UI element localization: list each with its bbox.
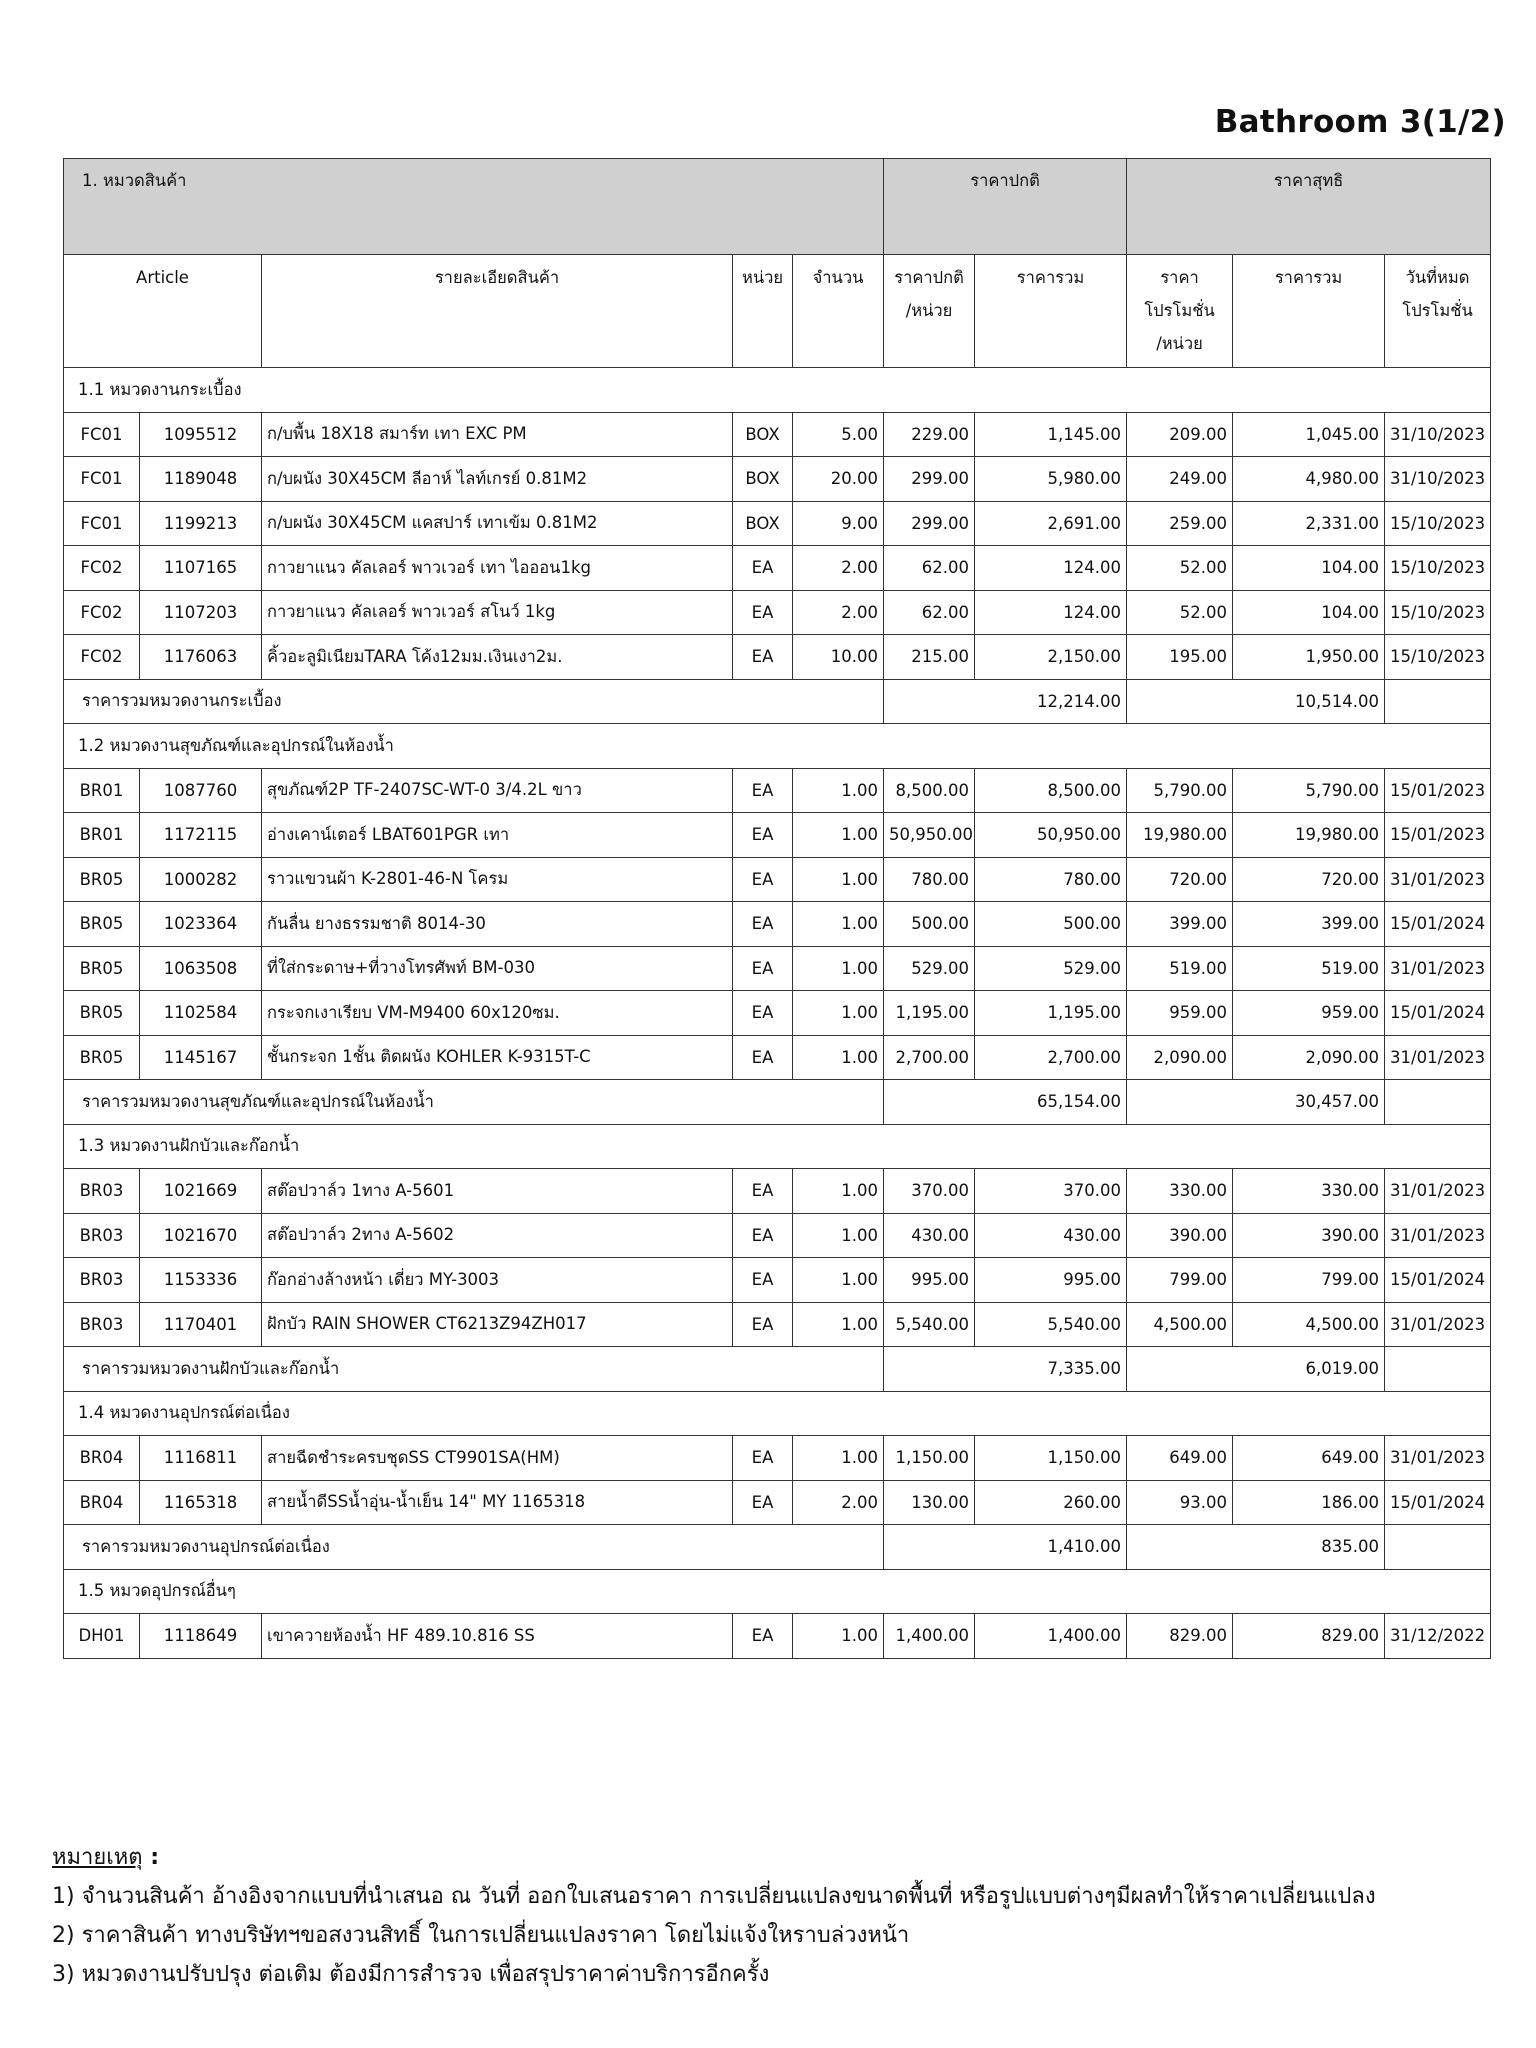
subtotal-row — [64, 679, 1491, 724]
net-total: 4,980.00 — [1233, 457, 1385, 502]
article-number: 1102584 — [140, 991, 262, 1036]
table-row — [64, 457, 1491, 502]
quantity: 1.00 — [793, 813, 884, 858]
quantity: 1.00 — [793, 1169, 884, 1214]
notes — [52, 1838, 1512, 1994]
article-number: 1021670 — [140, 1213, 262, 1258]
group-code: BR04 — [64, 1480, 140, 1525]
net-total: 104.00 — [1233, 546, 1385, 591]
quantity: 1.00 — [793, 1035, 884, 1080]
promo-end-date: 31/01/2023 — [1385, 1169, 1491, 1214]
unit: BOX — [733, 457, 793, 502]
quantity: 1.00 — [793, 1258, 884, 1303]
group-code: BR03 — [64, 1169, 140, 1214]
unit: EA — [733, 546, 793, 591]
subtotal-blank — [1385, 1347, 1491, 1392]
subtotal-row — [64, 1525, 1491, 1570]
unit: EA — [733, 1480, 793, 1525]
net-total: 399.00 — [1233, 902, 1385, 947]
net-total: 2,090.00 — [1233, 1035, 1385, 1080]
notes-heading: หมายเหตุ — [52, 1845, 143, 1870]
note-item: 3) หมวดงานปรับปรุง ต่อเติม ต้องมีการสำรวจ เพื่อสรุปราคาค่าบริการอีกครั้ง — [52, 1962, 770, 1987]
net-total: 1,045.00 — [1233, 412, 1385, 457]
promo-unit-price: 4,500.00 — [1127, 1302, 1233, 1347]
subtotal-label: ราคารวมหมวดงานสุขภัณฑ์และอุปกรณ์ในห้องน้ำ — [64, 1080, 884, 1125]
section-header-row — [64, 1391, 1491, 1436]
subtotal-normal: 1,410.00 — [884, 1525, 1127, 1570]
normal-unit-price: 5,540.00 — [884, 1302, 975, 1347]
unit: EA — [733, 1169, 793, 1214]
unit: EA — [733, 1035, 793, 1080]
group-code: DH01 — [64, 1614, 140, 1659]
section-title: 1.3 หมวดงานฝักบัวและก๊อกน้ำ — [64, 1124, 1491, 1169]
group-code: BR04 — [64, 1436, 140, 1481]
normal-total: 1,150.00 — [975, 1436, 1127, 1481]
unit-header: หน่วย — [733, 255, 793, 368]
subtotal-net: 10,514.00 — [1127, 679, 1385, 724]
table-row — [64, 1258, 1491, 1303]
article-number: 1023364 — [140, 902, 262, 947]
normal-total: 5,980.00 — [975, 457, 1127, 502]
article-number: 1153336 — [140, 1258, 262, 1303]
promo-end-date: 31/12/2022 — [1385, 1614, 1491, 1659]
product-description: ฝักบัว RAIN SHOWER CT6213Z94ZH017 — [262, 1302, 733, 1347]
quantity: 5.00 — [793, 412, 884, 457]
normal-total: 1,400.00 — [975, 1614, 1127, 1659]
product-description: คิ้วอะลูมิเนียมTARA โค้ง12มม.เงินเงา2ม. — [262, 635, 733, 680]
subtotal-blank — [1385, 1525, 1491, 1570]
net-total: 829.00 — [1233, 1614, 1385, 1659]
promo-end-date: 31/10/2023 — [1385, 412, 1491, 457]
promo-end-date: 31/01/2023 — [1385, 1302, 1491, 1347]
page-title: Bathroom 3(1/2) — [1214, 104, 1506, 140]
quantity: 1.00 — [793, 1302, 884, 1347]
quantity: 1.00 — [793, 1436, 884, 1481]
promo-unit-price: 5,790.00 — [1127, 768, 1233, 813]
promo-end-date: 15/10/2023 — [1385, 501, 1491, 546]
net-total: 330.00 — [1233, 1169, 1385, 1214]
normal-unit-price: 299.00 — [884, 457, 975, 502]
net-total: 19,980.00 — [1233, 813, 1385, 858]
section-title: 1.5 หมวดอุปกรณ์อื่นๆ — [64, 1569, 1491, 1614]
product-description: กระจกเงาเรียบ VM-M9400 60x120ซม. — [262, 991, 733, 1036]
quantity: 10.00 — [793, 635, 884, 680]
normal-total-header: ราคารวม — [975, 255, 1127, 368]
net-total-header: ราคารวม — [1233, 255, 1385, 368]
normal-unit-price: 370.00 — [884, 1169, 975, 1214]
normal-total: 995.00 — [975, 1258, 1127, 1303]
normal-unit-price: 780.00 — [884, 857, 975, 902]
promo-end-date: 15/01/2024 — [1385, 1258, 1491, 1303]
table-row — [64, 1614, 1491, 1659]
table-row — [64, 991, 1491, 1036]
normal-total: 2,150.00 — [975, 635, 1127, 680]
category-header-row — [64, 159, 1491, 255]
article-number: 1199213 — [140, 501, 262, 546]
normal-unit-price: 130.00 — [884, 1480, 975, 1525]
promo-end-header: วันที่หมด โปรโมชั่น — [1385, 255, 1491, 368]
table-row — [64, 1302, 1491, 1347]
notes-heading-line: หมายเหตุ : — [52, 1845, 160, 1870]
product-description: ราวแขวนผ้า K-2801-46-N โครม — [262, 857, 733, 902]
promo-unit-price: 2,090.00 — [1127, 1035, 1233, 1080]
article-number: 1063508 — [140, 946, 262, 991]
unit: EA — [733, 635, 793, 680]
promo-unit-price: 249.00 — [1127, 457, 1233, 502]
subtotal-blank — [1385, 679, 1491, 724]
article-number: 1118649 — [140, 1614, 262, 1659]
promo-end-date: 31/10/2023 — [1385, 457, 1491, 502]
promo-end-date: 31/01/2023 — [1385, 1213, 1491, 1258]
normal-total: 430.00 — [975, 1213, 1127, 1258]
quantity: 1.00 — [793, 946, 884, 991]
quantity: 1.00 — [793, 991, 884, 1036]
group-code: BR03 — [64, 1258, 140, 1303]
net-total: 2,331.00 — [1233, 501, 1385, 546]
group-code: FC02 — [64, 635, 140, 680]
quantity: 9.00 — [793, 501, 884, 546]
group-code: BR01 — [64, 768, 140, 813]
section-header-row — [64, 724, 1491, 769]
quotation-table — [63, 158, 1491, 1659]
section-title: 1.2 หมวดงานสุขภัณฑ์และอุปกรณ์ในห้องน้ำ — [64, 724, 1491, 769]
unit: EA — [733, 1258, 793, 1303]
group-code: BR03 — [64, 1302, 140, 1347]
promo-unit-price: 209.00 — [1127, 412, 1233, 457]
article-header: Article — [64, 255, 262, 368]
net-total: 720.00 — [1233, 857, 1385, 902]
table-row — [64, 857, 1491, 902]
unit: EA — [733, 991, 793, 1036]
net-total: 104.00 — [1233, 590, 1385, 635]
net-total: 186.00 — [1233, 1480, 1385, 1525]
promo-unit-price: 19,980.00 — [1127, 813, 1233, 858]
article-number: 1021669 — [140, 1169, 262, 1214]
normal-unit-price: 529.00 — [884, 946, 975, 991]
article-number: 1087760 — [140, 768, 262, 813]
normal-unit-price: 62.00 — [884, 590, 975, 635]
quantity: 2.00 — [793, 546, 884, 591]
section-title: 1.1 หมวดงานกระเบื้อง — [64, 368, 1491, 413]
subtotal-net: 30,457.00 — [1127, 1080, 1385, 1125]
product-description: กันลื่น ยางธรรมชาติ 8014-30 — [262, 902, 733, 947]
table-row — [64, 813, 1491, 858]
article-number: 1107203 — [140, 590, 262, 635]
subtotal-row — [64, 1347, 1491, 1392]
group-code: FC01 — [64, 457, 140, 502]
promo-unit-price: 330.00 — [1127, 1169, 1233, 1214]
unit: EA — [733, 1614, 793, 1659]
quantity: 1.00 — [793, 1213, 884, 1258]
promo-unit-price: 390.00 — [1127, 1213, 1233, 1258]
promo-unit-price: 52.00 — [1127, 546, 1233, 591]
subtotal-net: 835.00 — [1127, 1525, 1385, 1570]
quantity: 20.00 — [793, 457, 884, 502]
article-number: 1107165 — [140, 546, 262, 591]
promo-end-date: 31/01/2023 — [1385, 946, 1491, 991]
product-description: ก/บพื้น 18X18 สมาร์ท เทา EXC PM — [262, 412, 733, 457]
table-body — [64, 159, 1491, 1659]
table-row — [64, 1480, 1491, 1525]
promo-end-date: 15/10/2023 — [1385, 546, 1491, 591]
normal-unit-price: 229.00 — [884, 412, 975, 457]
subtotal-normal: 7,335.00 — [884, 1347, 1127, 1392]
table-row — [64, 1035, 1491, 1080]
promo-end-date: 15/10/2023 — [1385, 590, 1491, 635]
unit: EA — [733, 590, 793, 635]
quantity: 1.00 — [793, 768, 884, 813]
normal-total: 8,500.00 — [975, 768, 1127, 813]
product-description: ที่ใส่กระดาษ+ที่วางโทรศัพท์ BM-030 — [262, 946, 733, 991]
group-code: FC01 — [64, 501, 140, 546]
article-number: 1095512 — [140, 412, 262, 457]
promo-end-date: 15/10/2023 — [1385, 635, 1491, 680]
normal-total: 370.00 — [975, 1169, 1127, 1214]
article-number: 1165318 — [140, 1480, 262, 1525]
quantity: 1.00 — [793, 902, 884, 947]
product-description: กาวยาแนว คัลเลอร์ พาวเวอร์ เทา ไอออน1kg — [262, 546, 733, 591]
promo-unit-price: 720.00 — [1127, 857, 1233, 902]
product-description: ก/บผนัง 30X45CM ลีอาห์ ไลท์เกรย์ 0.81M2 — [262, 457, 733, 502]
group-code: FC02 — [64, 590, 140, 635]
promo-unit-price: 959.00 — [1127, 991, 1233, 1036]
normal-total: 780.00 — [975, 857, 1127, 902]
promo-end-date: 31/01/2023 — [1385, 1436, 1491, 1481]
subtotal-normal: 12,214.00 — [884, 679, 1127, 724]
section-header-row — [64, 368, 1491, 413]
normal-unit-price: 8,500.00 — [884, 768, 975, 813]
normal-total: 2,700.00 — [975, 1035, 1127, 1080]
article-number: 1189048 — [140, 457, 262, 502]
net-total: 1,950.00 — [1233, 635, 1385, 680]
group-code: BR03 — [64, 1213, 140, 1258]
table-row — [64, 1169, 1491, 1214]
promo-unit-price: 52.00 — [1127, 590, 1233, 635]
quantity: 2.00 — [793, 590, 884, 635]
normal-unit-price: 299.00 — [884, 501, 975, 546]
subtotal-net: 6,019.00 — [1127, 1347, 1385, 1392]
section-header-row — [64, 1569, 1491, 1614]
unit: EA — [733, 1302, 793, 1347]
promo-end-date: 15/01/2024 — [1385, 1480, 1491, 1525]
normal-total: 1,195.00 — [975, 991, 1127, 1036]
table-row — [64, 1213, 1491, 1258]
promo-price-header: ราคา โปรโมชั่น /หน่วย — [1127, 255, 1233, 368]
subtotal-label: ราคารวมหมวดงานฝักบัวและก๊อกน้ำ — [64, 1347, 884, 1392]
product-description: เขาควายห้องน้ำ HF 489.10.816 SS — [262, 1614, 733, 1659]
unit: EA — [733, 902, 793, 947]
table-row — [64, 946, 1491, 991]
table-row — [64, 768, 1491, 813]
net-price-group-header: ราคาสุทธิ — [1127, 159, 1491, 255]
subtotal-label: ราคารวมหมวดงานกระเบื้อง — [64, 679, 884, 724]
product-description: สายน้ำดีSSน้ำอุ่น-น้ำเย็น 14" MY 1165318 — [262, 1480, 733, 1525]
normal-unit-price: 215.00 — [884, 635, 975, 680]
note-item: 1) จำนวนสินค้า อ้างอิงจากแบบที่นำเสนอ ณ วันที่ ออกใบเสนอราคา การเปลี่ยนแปลงขนาดพื้นที่ หรือรูปแบบต่างๆมีผลทำให้ราคาเปลี่ยนแปลง — [52, 1884, 1376, 1909]
article-number: 1145167 — [140, 1035, 262, 1080]
net-total: 649.00 — [1233, 1436, 1385, 1481]
promo-unit-price: 799.00 — [1127, 1258, 1233, 1303]
unit: EA — [733, 1213, 793, 1258]
product-description: อ่างเคาน์เตอร์ LBAT601PGR เทา — [262, 813, 733, 858]
normal-unit-price: 50,950.00 — [884, 813, 975, 858]
promo-unit-price: 519.00 — [1127, 946, 1233, 991]
net-total: 4,500.00 — [1233, 1302, 1385, 1347]
normal-total: 529.00 — [975, 946, 1127, 991]
table-row — [64, 902, 1491, 947]
normal-total: 2,691.00 — [975, 501, 1127, 546]
description-header: รายละเอียดสินค้า — [262, 255, 733, 368]
normal-total: 500.00 — [975, 902, 1127, 947]
unit: BOX — [733, 412, 793, 457]
product-description: สายฉีดชำระครบชุดSS CT9901SA(HM) — [262, 1436, 733, 1481]
net-total: 5,790.00 — [1233, 768, 1385, 813]
product-description: ก/บผนัง 30X45CM แคสปาร์ เทาเข้ม 0.81M2 — [262, 501, 733, 546]
unit: EA — [733, 1436, 793, 1481]
unit: EA — [733, 857, 793, 902]
note-item: 2) ราคาสินค้า ทางบริษัทฯขอสงวนสิทธิ์ ในการเปลี่ยนแปลงราคา โดยไม่แจ้งใหราบล่วงหน้า — [52, 1923, 910, 1948]
promo-unit-price: 829.00 — [1127, 1614, 1233, 1659]
promo-end-date: 31/01/2023 — [1385, 1035, 1491, 1080]
table-row — [64, 501, 1491, 546]
group-code: BR05 — [64, 902, 140, 947]
normal-total: 50,950.00 — [975, 813, 1127, 858]
quantity: 1.00 — [793, 1614, 884, 1659]
promo-unit-price: 649.00 — [1127, 1436, 1233, 1481]
article-number: 1176063 — [140, 635, 262, 680]
table-row — [64, 635, 1491, 680]
normal-unit-price: 62.00 — [884, 546, 975, 591]
column-header-row — [64, 255, 1491, 368]
normal-unit-price-header: ราคาปกติ /หน่วย — [884, 255, 975, 368]
promo-unit-price: 93.00 — [1127, 1480, 1233, 1525]
normal-total: 5,540.00 — [975, 1302, 1127, 1347]
promo-end-date: 31/01/2023 — [1385, 857, 1491, 902]
normal-unit-price: 1,195.00 — [884, 991, 975, 1036]
normal-unit-price: 995.00 — [884, 1258, 975, 1303]
article-number: 1116811 — [140, 1436, 262, 1481]
subtotal-row — [64, 1080, 1491, 1125]
quantity: 2.00 — [793, 1480, 884, 1525]
promo-unit-price: 399.00 — [1127, 902, 1233, 947]
product-description: สุขภัณฑ์2P TF-2407SC-WT-0 3/4.2L ขาว — [262, 768, 733, 813]
net-total: 799.00 — [1233, 1258, 1385, 1303]
group-code: BR01 — [64, 813, 140, 858]
normal-total: 124.00 — [975, 590, 1127, 635]
subtotal-label: ราคารวมหมวดงานอุปกรณ์ต่อเนื่อง — [64, 1525, 884, 1570]
normal-price-group-header: ราคาปกติ — [884, 159, 1127, 255]
quantity: 1.00 — [793, 857, 884, 902]
product-description: กาวยาแนว คัลเลอร์ พาวเวอร์ สโนว์ 1kg — [262, 590, 733, 635]
category-title: 1. หมวดสินค้า — [64, 159, 884, 255]
normal-total: 260.00 — [975, 1480, 1127, 1525]
subtotal-normal: 65,154.00 — [884, 1080, 1127, 1125]
subtotal-blank — [1385, 1080, 1491, 1125]
net-total: 390.00 — [1233, 1213, 1385, 1258]
normal-unit-price: 2,700.00 — [884, 1035, 975, 1080]
unit: EA — [733, 768, 793, 813]
qty-header: จำนวน — [793, 255, 884, 368]
promo-end-date: 15/01/2024 — [1385, 991, 1491, 1036]
section-title: 1.4 หมวดงานอุปกรณ์ต่อเนื่อง — [64, 1391, 1491, 1436]
group-code: BR05 — [64, 991, 140, 1036]
normal-unit-price: 500.00 — [884, 902, 975, 947]
unit: BOX — [733, 501, 793, 546]
group-code: FC01 — [64, 412, 140, 457]
product-description: ก๊อกอ่างล้างหน้า เดี่ยว MY-3003 — [262, 1258, 733, 1303]
group-code: BR05 — [64, 1035, 140, 1080]
promo-end-date: 15/01/2023 — [1385, 813, 1491, 858]
article-number: 1170401 — [140, 1302, 262, 1347]
table-row — [64, 412, 1491, 457]
unit: EA — [733, 946, 793, 991]
article-number: 1172115 — [140, 813, 262, 858]
normal-unit-price: 1,400.00 — [884, 1614, 975, 1659]
group-code: BR05 — [64, 857, 140, 902]
promo-unit-price: 195.00 — [1127, 635, 1233, 680]
table-row — [64, 546, 1491, 591]
product-description: สต๊อปวาล์ว 1ทาง A-5601 — [262, 1169, 733, 1214]
product-description: สต๊อปวาล์ว 2ทาง A-5602 — [262, 1213, 733, 1258]
unit: EA — [733, 813, 793, 858]
product-description: ชั้นกระจก 1ชั้น ติดผนัง KOHLER K-9315T-C — [262, 1035, 733, 1080]
normal-total: 1,145.00 — [975, 412, 1127, 457]
net-total: 959.00 — [1233, 991, 1385, 1036]
normal-unit-price: 430.00 — [884, 1213, 975, 1258]
normal-unit-price: 1,150.00 — [884, 1436, 975, 1481]
net-total: 519.00 — [1233, 946, 1385, 991]
promo-end-date: 15/01/2024 — [1385, 902, 1491, 947]
table-row — [64, 1436, 1491, 1481]
normal-total: 124.00 — [975, 546, 1127, 591]
section-header-row — [64, 1124, 1491, 1169]
table-row — [64, 590, 1491, 635]
promo-unit-price: 259.00 — [1127, 501, 1233, 546]
group-code: FC02 — [64, 546, 140, 591]
promo-end-date: 15/01/2023 — [1385, 768, 1491, 813]
article-number: 1000282 — [140, 857, 262, 902]
group-code: BR05 — [64, 946, 140, 991]
